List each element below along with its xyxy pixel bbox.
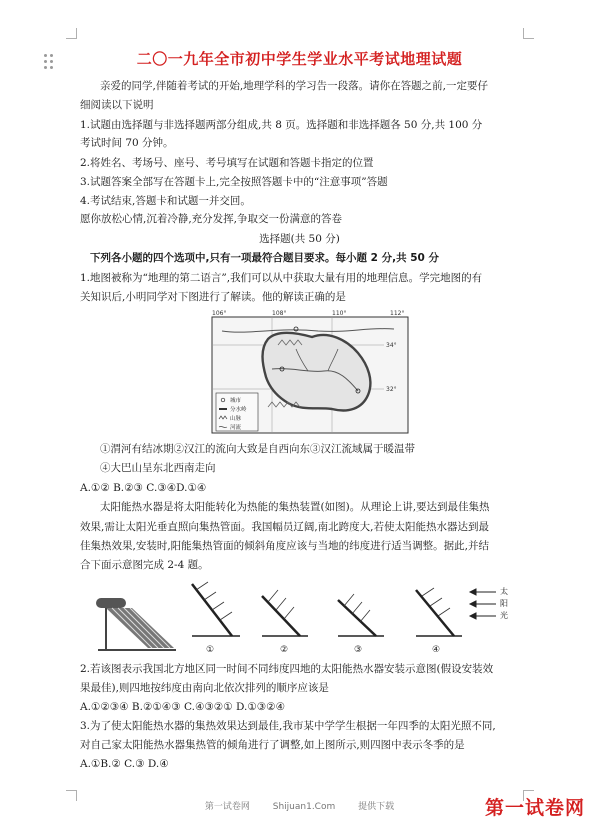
q1-stem: 1.地图被称为“地理的第二语言”,我们可以从中获取大量有用的地理信息。学完地图的有 <box>80 272 483 284</box>
sun-label: 阳 <box>500 599 508 608</box>
panel-1 <box>192 582 240 655</box>
intro-text-cont: 细阅读以下说明 <box>80 99 154 111</box>
closing-line: 愿你放松心情,沉着冷静,充分发挥,争取交一份满意的答卷 <box>80 213 343 225</box>
section-title: 选择题(共 50 分) <box>259 233 340 245</box>
lon-label: 112° <box>390 310 405 317</box>
q1-statements: ①渭河有结冰期②汉江的流向大致是自西向东③汉江流域属于暖温带 <box>100 443 415 455</box>
sunlight-arrows <box>470 589 496 619</box>
panel-2 <box>262 590 308 655</box>
panel-label: ③ <box>354 645 363 655</box>
intro-text: 亲爱的同学,伴随着考试的开始,地理学科的学习告一段落。请你在答题之前,一定要仔 <box>100 80 489 92</box>
sun-label: 光 <box>500 611 508 620</box>
rule-2: 2.将姓名、考场号、座号、考号填写在试题和答题卡指定的位置 <box>80 157 374 169</box>
solar-heater-illustration <box>96 598 176 650</box>
q3-stem: 3.为了使太阳能热水器的集热效果达到最佳,我市某中学学生根据一年四季的太阳光照不同, <box>80 720 496 732</box>
q2-choices: A.①②③④ B.②①④③ C.④③②① D.①③②④ <box>80 701 285 713</box>
solar-heater-figure <box>92 578 512 656</box>
rule-1: 1.试题由选择题与非选择题两部分组成,共 8 页。选择题和非选择题各 50 分,共 100 分 <box>80 119 483 131</box>
han-river-map <box>208 309 413 437</box>
rule-1-cont: 考试时间 70 分钟。 <box>80 137 174 149</box>
lon-label: 106° <box>212 310 227 317</box>
footer-site-name: 第一试卷网 <box>204 802 250 812</box>
legend-river: 河流 <box>230 425 242 431</box>
sun-label: 太 <box>500 587 508 596</box>
panel-label: ④ <box>432 645 441 655</box>
q3-choices: A.①B.② C.③ D.④ <box>80 758 169 770</box>
crop-mark-top-right <box>523 28 534 39</box>
q2-stem-cont: 果最佳),则四地按纬度由南向北依次排列的顺序应该是 <box>80 682 329 694</box>
passage-line-3: 佳集热效果,安装时,阳能集热管面的倾斜角度应该与当地的纬度进行适当调整。据此,并结 <box>80 540 490 552</box>
footer-site-url[interactable]: Shijuan1.Com <box>272 802 336 812</box>
legend-mountain: 山脉 <box>230 416 242 422</box>
lon-label: 110° <box>332 310 347 317</box>
crop-mark-top-left <box>66 28 77 39</box>
section-instruction: 下列各小题的四个选项中,只有一项最符合题目要求。每小题 2 分,共 50 分 <box>90 252 440 264</box>
panel-4 <box>416 588 462 655</box>
lon-label: 108° <box>272 310 287 317</box>
page-title: 二〇一九年全市初中学生学业水平考试地理试题 <box>136 50 463 68</box>
passage-line-1: 太阳能热水器是将太阳能转化为热能的集热装置(如图)。从理论上讲,要达到最佳集热 <box>100 501 490 513</box>
q1-choices: A.①② B.②③ C.③④D.①④ <box>80 482 207 494</box>
legend-watershed: 分水岭 <box>230 407 247 413</box>
rule-3: 3.试题答案全部写在答题卡上,完全按照答题卡中的“注意事项”答题 <box>80 176 388 188</box>
lat-label: 32° <box>386 386 397 393</box>
footer-note: 提供下载 <box>358 802 395 812</box>
brand-watermark: 第一试卷网 <box>484 797 585 819</box>
panel-label: ② <box>280 645 289 655</box>
passage-line-2: 效果,需让太阳光垂直照向集热管面。我国幅员辽阔,南北跨度大,若使太阳能热水器达到最 <box>80 521 490 533</box>
passage-line-4: 合下面示意图完成 2-4 题。 <box>80 559 209 571</box>
q3-stem-cont: 对自己家太阳能热水器集热管的倾角进行了调整,如上图所示,则四图中表示冬季的是 <box>80 739 465 751</box>
q1-statements-cont: ④大巴山呈东北西南走向 <box>100 462 216 474</box>
legend-city: 城市 <box>230 398 242 404</box>
panel-3 <box>338 594 384 655</box>
rule-4: 4.考试结束,答题卡和试题一并交回。 <box>80 195 251 207</box>
q2-stem: 2.若该图表示我国北方地区同一时间不同纬度四地的太阳能热水器安装示意图(假设安装效 <box>80 663 494 675</box>
q1-stem-cont: 关知识后,小明同学对下图进行了解读。他的解读正确的是 <box>80 291 346 303</box>
panel-label: ① <box>206 645 215 655</box>
lat-label: 34° <box>386 342 397 349</box>
